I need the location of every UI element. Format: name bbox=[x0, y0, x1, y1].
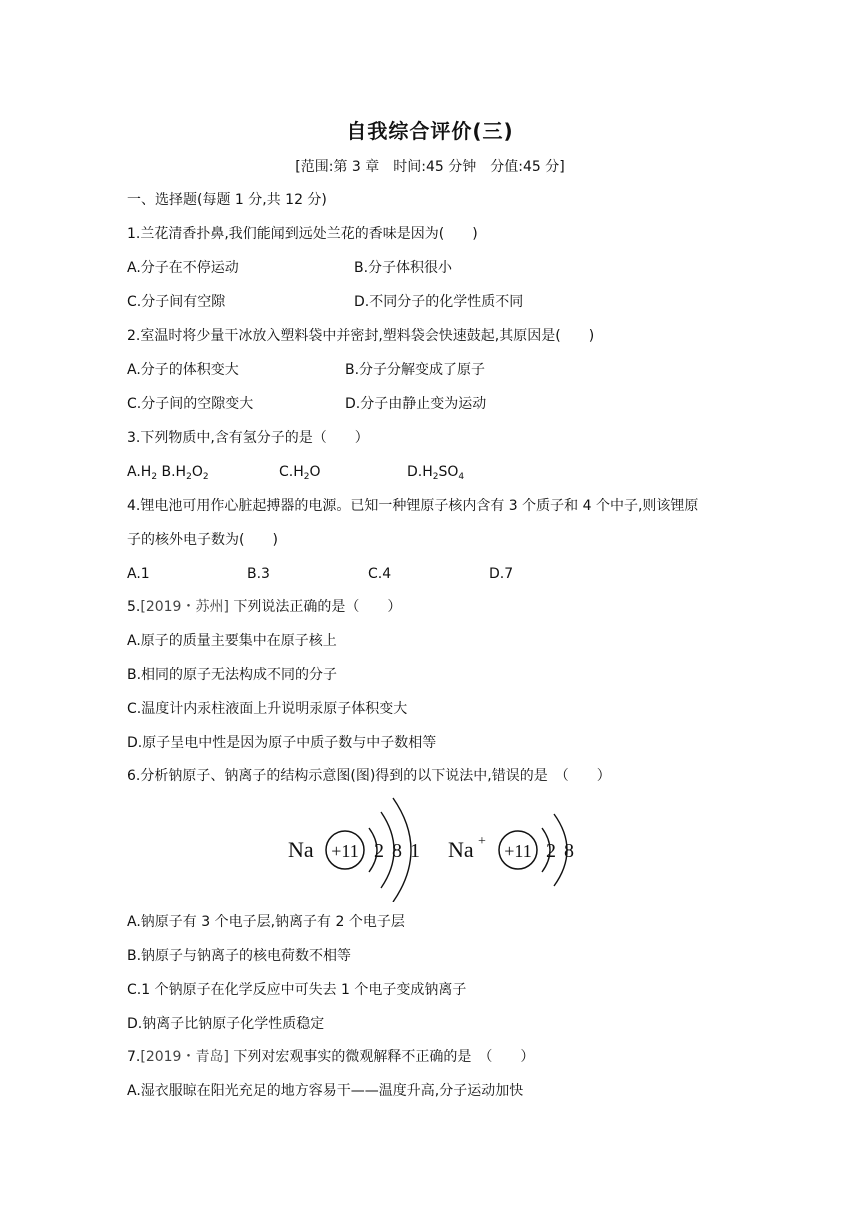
formula-text: O bbox=[191, 464, 203, 480]
question-3-stem: 3.下列物质中,含有氢分子的是（ ） bbox=[127, 430, 369, 446]
question-1-option-c: C.分子间有空隙 bbox=[127, 294, 226, 310]
formula-subscript: 2 bbox=[432, 472, 439, 482]
atom-label: Na bbox=[288, 837, 314, 862]
question-1-option-b: B.分子体积很小 bbox=[354, 260, 453, 276]
question-5-option-c: C.温度计内汞柱液面上升说明汞原子体积变大 bbox=[127, 701, 408, 717]
ion-nucleus-charge: +11 bbox=[504, 841, 532, 861]
formula-text: O bbox=[309, 464, 321, 480]
question-6-option-a: A.钠原子有 3 个电子层,钠离子有 2 个电子层 bbox=[127, 914, 405, 930]
ion-label: Na bbox=[448, 837, 474, 862]
formula-text: A.H bbox=[127, 464, 152, 480]
formula-text: C.H bbox=[279, 464, 304, 480]
question-5-option-a: A.原子的质量主要集中在原子核上 bbox=[127, 633, 337, 649]
page-title: 自我综合评价(三) bbox=[346, 119, 514, 143]
question-2-option-b: B.分子分解变成了原子 bbox=[345, 362, 486, 378]
formula-subscript: 2 bbox=[151, 472, 158, 482]
question-7-option-a: A.湿衣服晾在阳光充足的地方容易干——温度升高,分子运动加快 bbox=[127, 1083, 524, 1099]
question-3-option-c bbox=[279, 463, 321, 486]
question-6-option-b: B.钠原子与钠离子的核电荷数不相等 bbox=[127, 948, 352, 964]
question-4-option-c: C.4 bbox=[368, 566, 392, 582]
question-5-stem bbox=[127, 598, 401, 616]
question-2-option-c: C.分子间的空隙变大 bbox=[127, 396, 254, 412]
formula-text: B.H bbox=[157, 464, 187, 480]
question-number: 5. bbox=[127, 599, 141, 615]
ion-shell-electrons-1: 2 bbox=[546, 840, 556, 862]
ion-charge: + bbox=[478, 834, 486, 849]
question-5-option-b: B.相同的原子无法构成不同的分子 bbox=[127, 667, 338, 683]
question-text: 下列说法正确的是（ ） bbox=[228, 599, 402, 615]
question-1-option-d: D.不同分子的化学性质不同 bbox=[354, 294, 524, 310]
question-4-option-d: D.7 bbox=[489, 566, 514, 582]
section-heading: 一、选择题(每题 1 分,共 12 分) bbox=[127, 192, 327, 208]
question-4-stem-line-1: 4.锂电池可用作心脏起搏器的电源。已知一种锂原子核内含有 3 个质子和 4 个中子,则该锂原 bbox=[127, 498, 699, 514]
ion-shell-electrons-2: 8 bbox=[564, 840, 574, 862]
question-4-option-b: B.3 bbox=[247, 566, 270, 582]
atom-nucleus-charge: +11 bbox=[331, 841, 359, 861]
exam-scope: [范围:第 3 章 时间:45 分钟 分值:45 分] bbox=[295, 159, 565, 175]
question-6-option-c: C.1 个钠原子在化学反应中可失去 1 个电子变成钠离子 bbox=[127, 982, 467, 998]
formula-text: D.H bbox=[407, 464, 433, 480]
atom-shell-electrons-1: 2 bbox=[374, 840, 384, 862]
question-7-stem bbox=[127, 1048, 534, 1066]
formula-subscript: 2 bbox=[186, 472, 192, 482]
formula-subscript: 4 bbox=[458, 472, 465, 482]
question-2-stem: 2.室温时将少量干冰放入塑料袋中并密封,塑料袋会快速鼓起,其原因是( ) bbox=[127, 328, 595, 344]
question-6-stem: 6.分析钠原子、钠离子的结构示意图(图)得到的以下说法中,错误的是 （ ） bbox=[127, 768, 611, 784]
question-3-option-a-b bbox=[127, 463, 209, 486]
formula-text: SO bbox=[438, 464, 459, 480]
question-text: 下列对宏观事实的微观解释不正确的是 （ ） bbox=[228, 1049, 535, 1065]
atom-shell-electrons-2: 8 bbox=[392, 840, 402, 862]
question-source: [2019・青岛] bbox=[140, 1049, 229, 1065]
question-2-option-d: D.分子由静止变为运动 bbox=[345, 396, 487, 412]
formula-subscript: 2 bbox=[202, 472, 209, 482]
question-1-stem: 1.兰花清香扑鼻,我们能闻到远处兰花的香味是因为( ) bbox=[127, 226, 478, 242]
question-4-option-a: A.1 bbox=[127, 566, 150, 582]
question-4-stem-line-2: 子的核外电子数为( ) bbox=[127, 532, 278, 548]
question-6-option-d: D.钠离子比钠原子化学性质稳定 bbox=[127, 1016, 325, 1032]
atom-shell-electrons-3: 1 bbox=[410, 840, 420, 862]
question-1-option-a: A.分子在不停运动 bbox=[127, 260, 239, 276]
question-3-option-d bbox=[407, 463, 464, 486]
formula-subscript: 2 bbox=[303, 472, 310, 482]
question-5-option-d: D.原子呈电中性是因为原子中质子数与中子数相等 bbox=[127, 735, 437, 751]
sodium-structure-diagram bbox=[283, 792, 593, 902]
question-source: [2019・苏州] bbox=[140, 599, 229, 615]
question-2-option-a: A.分子的体积变大 bbox=[127, 362, 239, 378]
question-number: 7. bbox=[127, 1049, 141, 1065]
